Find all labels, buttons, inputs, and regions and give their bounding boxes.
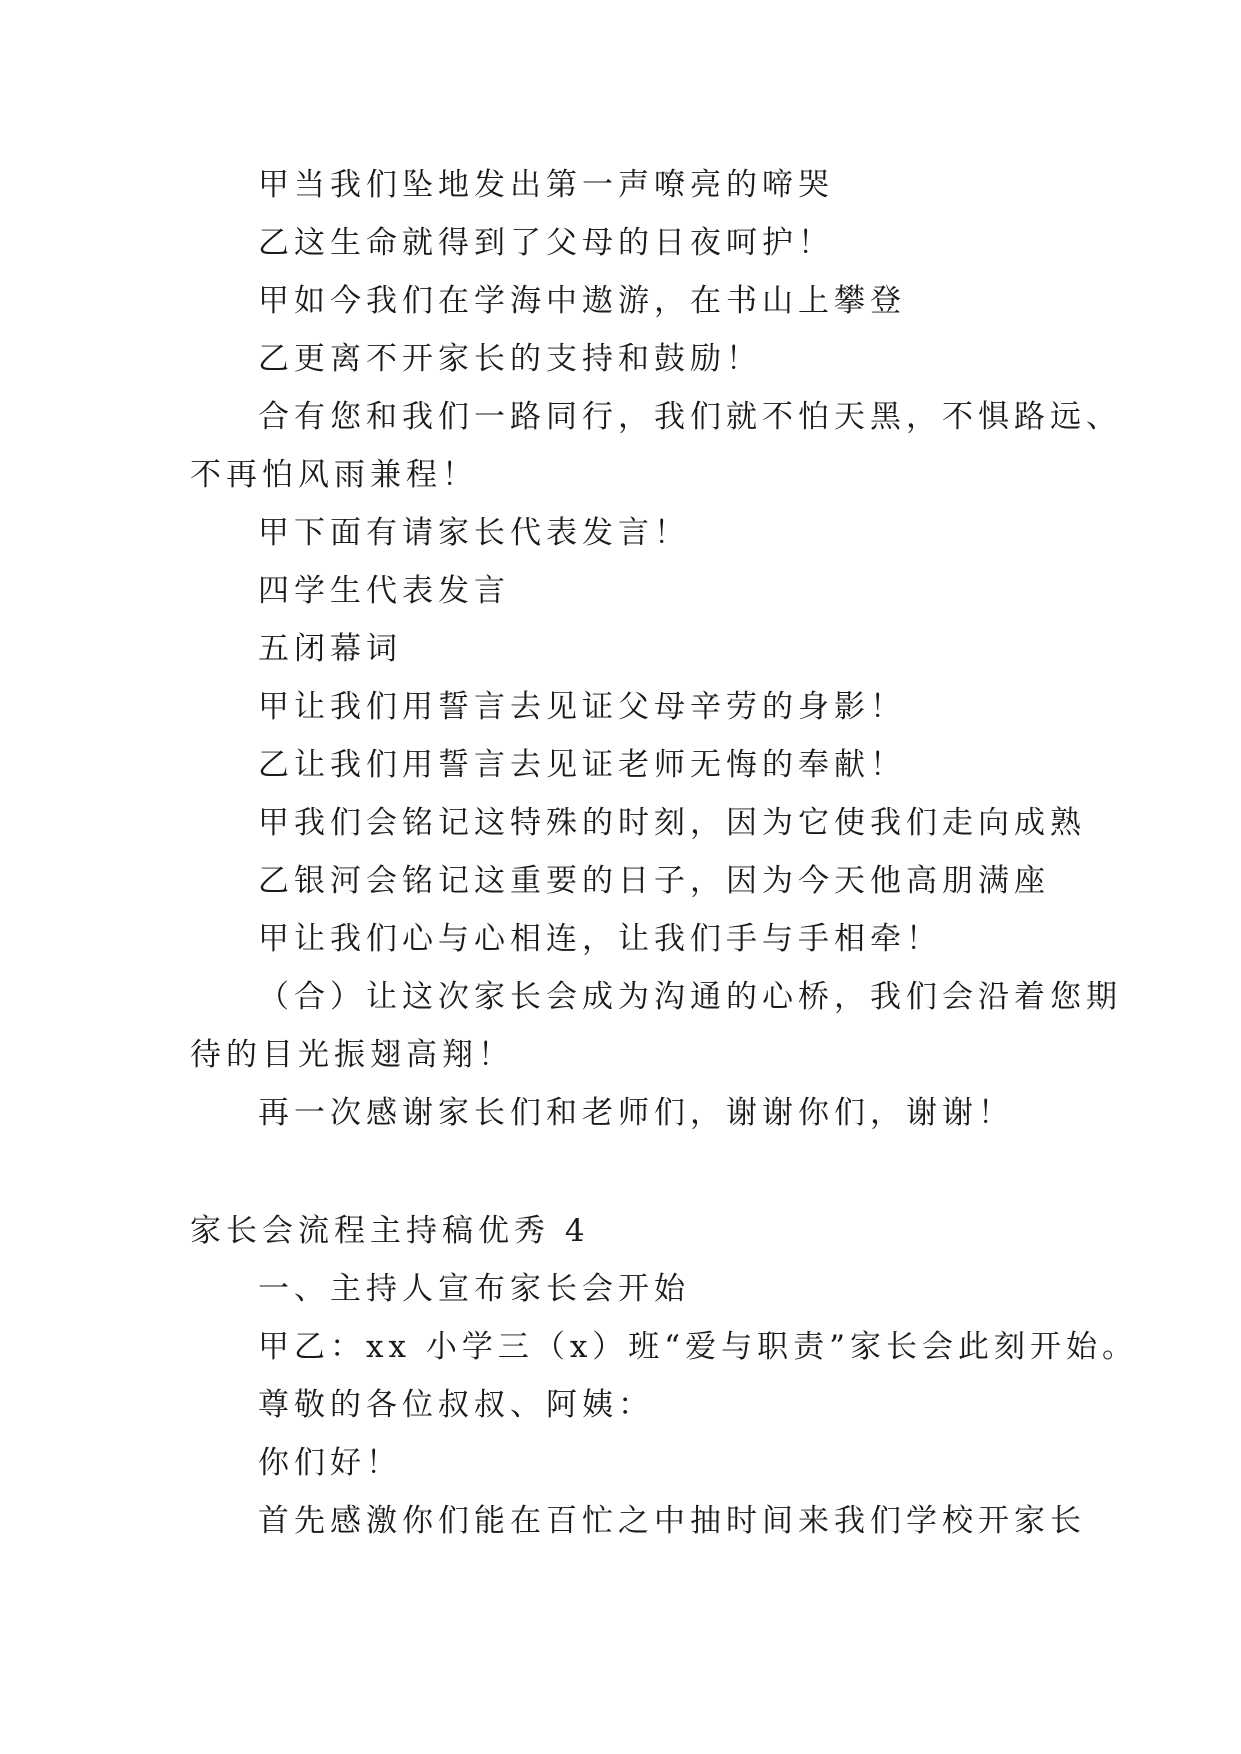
- paragraph-line: 甲让我们用誓言去见证父母辛劳的身影！: [258, 689, 906, 725]
- paragraph-line: 五闭幕词: [258, 631, 402, 667]
- paragraph-line: 首先感激你们能在百忙之中抽时间来我们学校开家长: [258, 1503, 1086, 1539]
- paragraph-line: 甲我们会铭记这特殊的时刻，因为它使我们走向成熟: [258, 805, 1086, 841]
- paragraph-line: 甲如今我们在学海中遨游，在书山上攀登: [258, 283, 906, 319]
- paragraph-line: 再一次感谢家长们和老师们，谢谢你们，谢谢！: [258, 1095, 1014, 1131]
- paragraph-line: 乙更离不开家长的支持和鼓励！: [258, 341, 762, 377]
- paragraph-line: 四学生代表发言: [258, 573, 510, 609]
- paragraph-line: 乙银河会铭记这重要的日子，因为今天他高朋满座: [258, 863, 1050, 899]
- paragraph-line: 甲下面有请家长代表发言！: [258, 515, 690, 551]
- paragraph-line: 合有您和我们一路同行，我们就不怕天黑，不惧路远、: [258, 399, 1122, 435]
- paragraph-line: 乙让我们用誓言去见证老师无悔的奉献！: [258, 747, 906, 783]
- paragraph-line: 甲让我们心与心相连，让我们手与手相牵！: [258, 921, 942, 957]
- paragraph-line: 尊敬的各位叔叔、阿姨：: [258, 1387, 654, 1423]
- section-title: 家长会流程主持稿优秀 4: [190, 1213, 590, 1249]
- paragraph-line: 甲乙：xx 小学三（x）班“爱与职责”家长会此刻开始。: [258, 1329, 1138, 1365]
- paragraph-line: 甲当我们坠地发出第一声嘹亮的啼哭: [258, 167, 834, 203]
- paragraph-line: 待的目光振翅高翔！: [190, 1037, 514, 1073]
- paragraph-line: 你们好！: [258, 1445, 402, 1481]
- paragraph-line: （合）让这次家长会成为沟通的心桥，我们会沿着您期: [258, 979, 1122, 1015]
- paragraph-line: 不再怕风雨兼程！: [190, 457, 478, 493]
- paragraph-line: 一、主持人宣布家长会开始: [258, 1271, 690, 1307]
- paragraph-line: 乙这生命就得到了父母的日夜呵护！: [258, 225, 834, 261]
